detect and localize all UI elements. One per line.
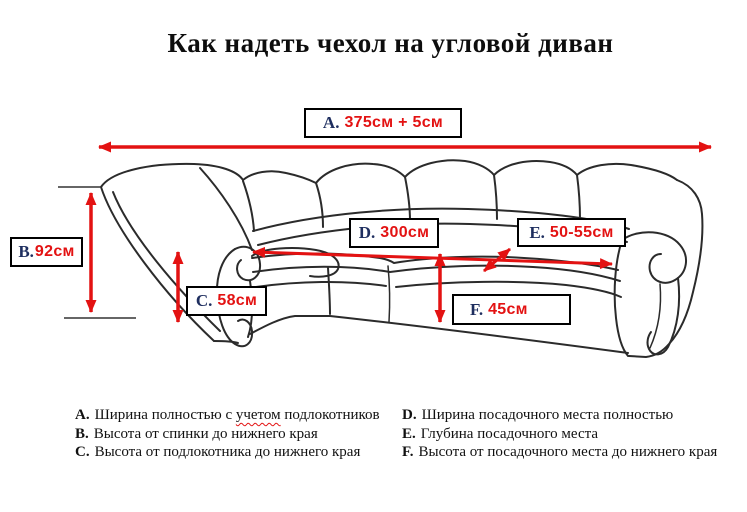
- measurement-letter-d: D.: [358, 223, 376, 242]
- measurement-letter-e: E.: [529, 222, 545, 242]
- legend-item-e: [402, 425, 717, 444]
- measurement-value-a: 375см + 5см: [344, 114, 444, 131]
- measurement-letter-a: A.: [322, 113, 340, 132]
- measurement-letter-c: C.: [195, 291, 213, 310]
- sofa-sketch: [101, 160, 702, 357]
- legend-item-b: [75, 425, 380, 444]
- legend-text-a-part2: подлокотников: [280, 407, 380, 423]
- measurement-box-c: [186, 286, 267, 316]
- legend-letter-f: F.: [402, 444, 414, 460]
- legend-text-e: Глубина посадочного места: [420, 425, 599, 442]
- legend-column-left: [75, 406, 380, 462]
- arrow-d-seat-width: [253, 252, 612, 264]
- legend-text-d: Ширина посадочного места полностью: [421, 407, 674, 423]
- legend-letter-d: D.: [402, 407, 417, 423]
- legend-item-c: [75, 443, 380, 462]
- legend-item-a: [75, 406, 380, 425]
- measurement-letter-b: B.: [18, 242, 34, 261]
- measurement-box-d: [349, 218, 439, 248]
- legend-letter-c: C.: [75, 444, 90, 460]
- legend-letter-b: B.: [75, 425, 89, 442]
- legend-text-f: Высота от посадочного места до нижнего края: [418, 444, 718, 460]
- measurement-box-e: [517, 218, 626, 247]
- measurement-value-c: 58см: [217, 292, 258, 309]
- measurement-value-b: 92см: [34, 243, 75, 260]
- legend-text-c: Высота от подлокотника до нижнего края: [94, 444, 361, 460]
- measurement-letter-f: F.: [470, 299, 484, 319]
- measurement-value-d: 300см: [380, 224, 430, 241]
- measurement-box-a: [304, 108, 462, 138]
- legend-letter-e: E.: [402, 425, 416, 442]
- measurement-value-e: 50-55см: [549, 223, 614, 241]
- legend-text-b: Высота от спинки до нижнего края: [93, 425, 318, 442]
- legend-text-a-squiggle-word: учетом: [235, 407, 281, 423]
- legend-column-right: [402, 406, 717, 462]
- legend-text-a-part1: Ширина полностью с: [94, 407, 236, 423]
- measurement-value-f: 45см: [488, 300, 528, 318]
- measurement-box-b: [10, 237, 83, 267]
- legend-item-d: [402, 406, 717, 425]
- legend-letter-a: A.: [75, 407, 90, 423]
- legend-item-f: [402, 443, 717, 462]
- page-title: Как надеть чехол на угловой диван: [167, 28, 614, 58]
- measurement-box-f: [452, 294, 571, 325]
